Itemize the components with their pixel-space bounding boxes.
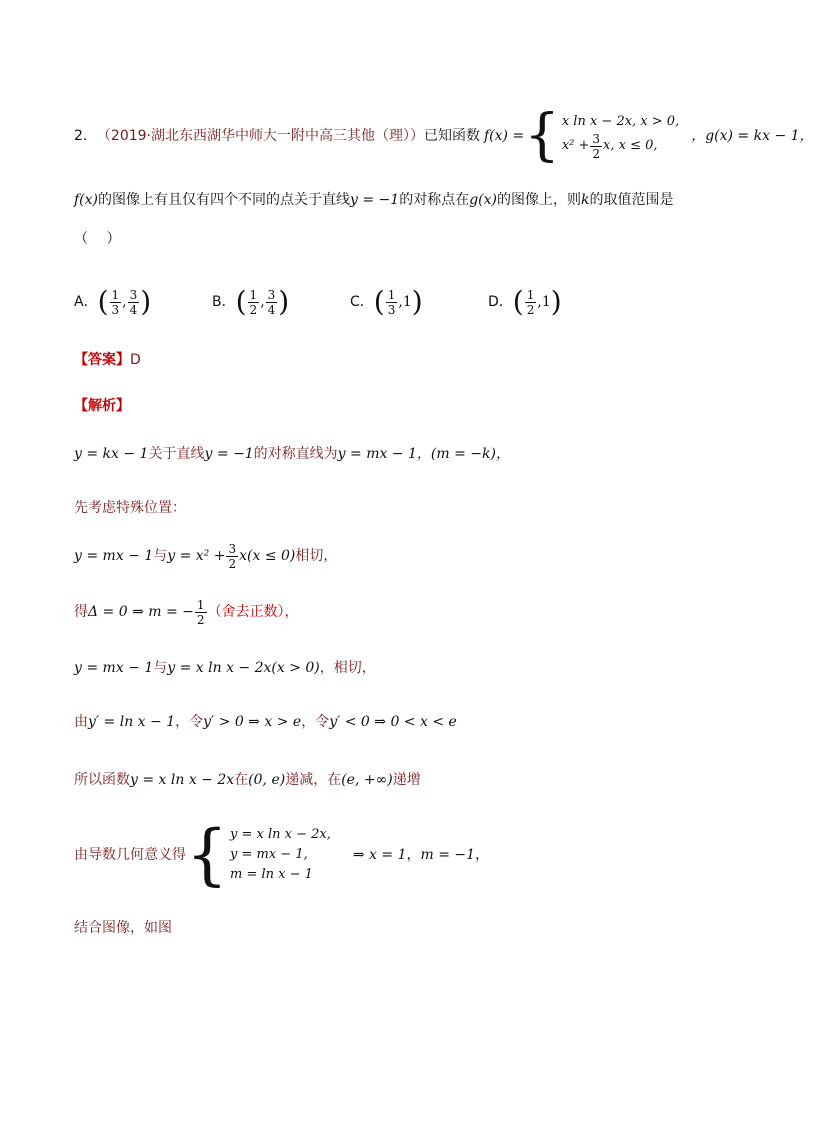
analysis-header: 【解析】 [74, 398, 130, 414]
option-label: C． [350, 294, 374, 310]
answer-line [74, 350, 141, 370]
text: 递增 [392, 772, 421, 788]
option-a-right-num: 3 [129, 287, 138, 302]
expr: y = x² + [167, 548, 226, 564]
text: 与 [153, 548, 168, 564]
question-stem-line1 [74, 104, 814, 168]
option-d[interactable]: D． ( $\frac{1}{2}$ , 1 ) [488, 285, 562, 318]
text: 得 [74, 604, 88, 620]
expr: ，(m = −k)， [416, 446, 510, 462]
line-y-minus-1: y = −1 [350, 192, 400, 208]
option-a-left-den: 3 [111, 302, 120, 317]
option-b-left-den: 2 [249, 302, 258, 317]
analysis-line-5 [74, 658, 376, 678]
expr: Δ = 0 ⇒ m = − [88, 604, 194, 620]
answer-label: 【答案】 [74, 352, 130, 368]
stem-text-3: 的图像上，则 [496, 192, 581, 208]
text: 关于直线 [148, 446, 205, 462]
stem-text-2: 的对称点在 [399, 192, 470, 208]
system-cases [230, 825, 331, 885]
option-c-left-den: 3 [387, 302, 396, 317]
text: 由导数几何意义得 [74, 847, 186, 863]
answer-blank: （ ） [74, 231, 121, 247]
analysis-line-7 [74, 770, 421, 790]
case-2-part-a: x² + [561, 138, 590, 153]
fraction-denominator: 2 [228, 556, 237, 571]
g-definition: ，g(x) = kx − 1， [691, 128, 814, 144]
analysis-line-1 [74, 444, 510, 464]
text: 由 [74, 714, 88, 730]
question-stem-line2 [74, 190, 673, 210]
expr: (0, e) [248, 772, 286, 788]
option-a[interactable]: A． ( $\frac{1}{3}$ , $\frac{3}{4}$ ) [74, 285, 152, 318]
left-brace: { [524, 103, 560, 168]
piecewise-cases [562, 112, 679, 161]
fraction [195, 598, 207, 627]
option-c[interactable]: C． ( $\frac{1}{3}$ , 1 ) [350, 285, 423, 318]
analysis-line-6 [74, 712, 457, 732]
fraction-numerator: 3 [592, 131, 601, 146]
case-1: x ln x − 2x, x > 0, [561, 113, 680, 129]
question-number: 2． [74, 128, 97, 144]
expr: y′ < 0 ⇒ 0 < x < e [329, 714, 457, 730]
option-d-right-value: 1 [541, 294, 551, 310]
expr: y′ = ln x − 1 [88, 714, 176, 730]
case-2 [562, 132, 679, 161]
option-b-left-num: 1 [249, 287, 258, 302]
k-variable: k [580, 192, 590, 208]
expr: y = mx − 1 [337, 446, 417, 462]
system-eq-1: y = x ln x − 2x, [230, 827, 331, 842]
system-eq-2: y = mx − 1, [230, 847, 308, 862]
stem-text-4: 的取值范围是 [589, 192, 674, 208]
text: （舍去正数）， [207, 604, 299, 620]
option-d-left-num: 1 [526, 287, 535, 302]
piecewise-definition [524, 103, 680, 168]
option-c-left-num: 1 [387, 287, 396, 302]
expr: y = x ln x − 2x(x > 0) [167, 660, 320, 676]
fraction [226, 542, 238, 571]
expr: y = −1 [204, 446, 254, 462]
option-d-left-den: 2 [526, 302, 535, 317]
option-c-right-value: 1 [402, 294, 412, 310]
analysis-label [74, 396, 130, 416]
answer-value: D [130, 352, 141, 368]
analysis-line-3 [74, 536, 337, 576]
analysis-line-9: 结合图像，如图 [74, 920, 172, 936]
analysis-line-8 [74, 816, 490, 893]
text: 递减，在 [285, 772, 342, 788]
fraction-denominator: 2 [592, 146, 601, 161]
text: ，相切， [319, 660, 376, 676]
options-row [74, 284, 626, 320]
option-b[interactable]: B． ( $\frac{1}{2}$ , $\frac{3}{4}$ ) [212, 285, 290, 318]
text: 在 [234, 772, 249, 788]
option-a-right-den: 4 [129, 302, 138, 317]
option-c-right-paren: ) [411, 285, 423, 318]
expr: y = kx − 1 [74, 446, 149, 462]
case-2-fraction [590, 132, 602, 161]
analysis-line-2: 先考虑特殊位置： [74, 500, 186, 516]
case-2-part-b: x, x ≤ 0, [603, 138, 658, 153]
left-brace: { [186, 816, 228, 893]
text: ，令 [301, 714, 330, 730]
fraction-denominator: 2 [196, 612, 205, 627]
expr: y = mx − 1 [74, 548, 154, 564]
option-b-right-paren: ) [278, 285, 290, 318]
question-source: （2019·湖北东西湖华中师大一附中高三其他（理）） [96, 128, 424, 144]
system-eq-3: m = ln x − 1 [230, 867, 313, 882]
text: ， [406, 847, 421, 863]
expr: ⇒ x = 1 [352, 847, 407, 863]
option-b-right-den: 4 [267, 302, 276, 317]
option-a-right-paren: ) [140, 285, 152, 318]
option-label: A． [74, 294, 98, 310]
expr: y = x ln x − 2x [130, 772, 235, 788]
option-label: B． [212, 294, 236, 310]
text: 相切， [295, 548, 338, 564]
fraction-numerator: 3 [228, 541, 237, 556]
option-label: D． [488, 294, 513, 310]
expr: y = mx − 1 [74, 660, 154, 676]
g-of-x: g(x) [469, 192, 497, 208]
text: 与 [153, 660, 168, 676]
fraction-numerator: 1 [196, 597, 205, 612]
stem-prefix: 已知函数 [424, 128, 480, 144]
f-of-x: f(x) [74, 192, 99, 208]
analysis-line-4 [74, 592, 299, 632]
option-d-right-paren: ) [550, 285, 562, 318]
text: 所以函数 [74, 772, 130, 788]
expr: m = −1 [420, 847, 476, 863]
text: ， [475, 847, 490, 863]
text: ，令 [175, 714, 204, 730]
f-label: f(x) = [484, 128, 525, 144]
text: 的对称直线为 [253, 446, 338, 462]
option-a-left-num: 1 [111, 287, 120, 302]
expr: y′ > 0 ⇒ x > e [203, 714, 302, 730]
equation-system [186, 816, 331, 893]
stem-text-1: 的图像上有且仅有四个不同的点关于直线 [98, 192, 351, 208]
option-b-right-num: 3 [267, 287, 276, 302]
expr: x(x ≤ 0) [239, 548, 296, 564]
expr: (e, +∞) [341, 772, 393, 788]
